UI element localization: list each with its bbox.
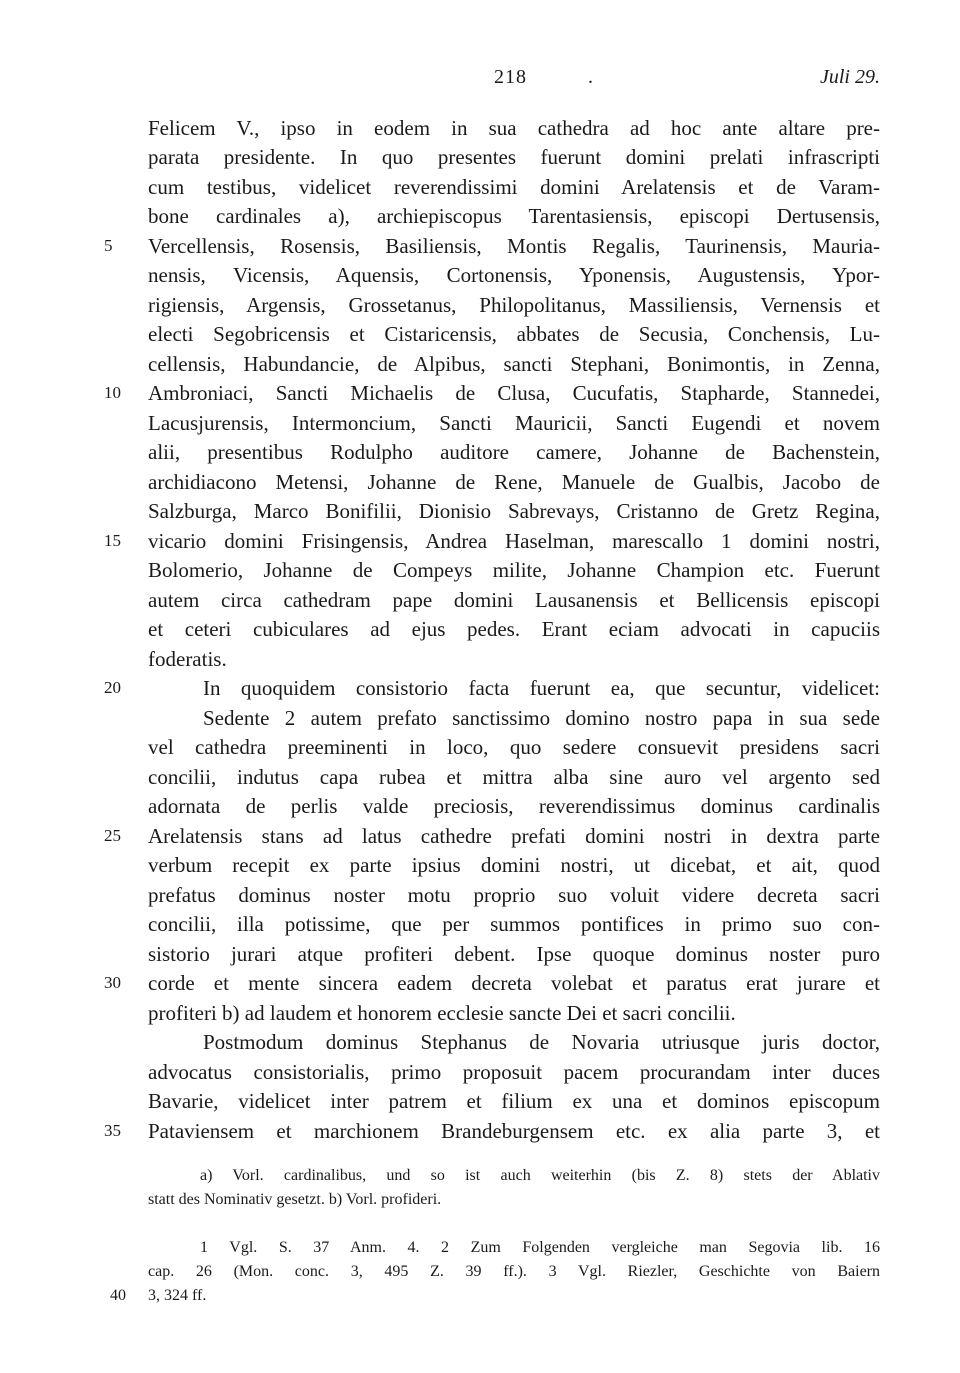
text-line: vel cathedra preeminenti in loco, quo sedere consuevit presidens sacri: [148, 735, 880, 759]
text-line: Ambroniaci, Sancti Michaelis de Clusa, Cucufatis, Stapharde, Stannedei,: [148, 381, 880, 405]
header-date: Juli 29.: [820, 66, 880, 88]
text-line: electi Segobricensis et Cistaricensis, abbates de Secusia, Conchensis, Lu-: [148, 322, 880, 346]
line-number: 20: [104, 678, 121, 697]
text-line: verbum recepit ex parte ipsius domini nostri, ut dicebat, et ait, quod: [148, 853, 880, 877]
footnote-line: a) Vorl. cardinalibus, und so ist auch weiterhin (bis Z. 8) stets der Ablativ: [200, 1167, 880, 1184]
text-line: Salzburga, Marco Bonifilii, Dionisio Sabrevays, Cristanno de Gretz Regina,: [148, 499, 880, 523]
text-line: autem circa cathedram pape domini Lausanensis et Bellicensis episcopi: [148, 588, 880, 612]
page-number: 218: [494, 66, 527, 88]
text-line: Vercellensis, Rosensis, Basiliensis, Montis Regalis, Taurinensis, Mauria-: [148, 234, 880, 258]
text-line: archidiacono Metensi, Johanne de Rene, Manuele de Gualbis, Jacobo de: [148, 470, 880, 494]
footnote-line: cap. 26 (Mon. conc. 3, 495 Z. 39 ff.). 3 Vgl. Riezler, Geschichte von Baiern: [148, 1263, 880, 1280]
footnote-line: 1 Vgl. S. 37 Anm. 4. 2 Zum Folgenden vergleiche man Segovia lib. 16: [200, 1239, 880, 1256]
text-line: parata presidente. In quo presentes fuerunt domini prelati infrascripti: [148, 145, 880, 169]
line-number: 15: [104, 531, 121, 550]
line-number: 5: [104, 236, 113, 255]
text-line: Pataviensem et marchionem Brandeburgensem etc. ex alia parte 3, et: [148, 1119, 880, 1143]
text-line: alii, presentibus Rodulpho auditore camere, Johanne de Bachenstein,: [148, 440, 880, 464]
text-line: advocatus consistorialis, primo proposuit pacem procurandam inter duces: [148, 1060, 880, 1084]
footnote-line-number: 40: [110, 1287, 126, 1304]
text-line: sistorio jurari atque profiteri debent. Ipse quoque dominus noster puro: [148, 942, 880, 966]
text-line: concilii, illa potissime, que per summos pontifices in primo suo con-: [148, 912, 880, 936]
text-line: In quoquidem consistorio facta fuerunt ea, que secuntur, videlicet:: [203, 676, 880, 700]
text-line: et ceteri cubiculares ad ejus pedes. Erant eciam advocati in capuciis: [148, 617, 880, 641]
text-line: bone cardinales a), archiepiscopus Tarentasiensis, episcopi Dertusensis,: [148, 204, 880, 228]
text-line: foderatis.: [148, 647, 227, 671]
line-number: 35: [104, 1121, 121, 1140]
text-line: profiteri b) ad laudem et honorem ecclesie sancte Dei et sacri concilii.: [148, 1001, 736, 1025]
footnote-line: statt des Nominativ gesetzt. b) Vorl. profideri.: [148, 1191, 442, 1208]
line-number: 25: [104, 826, 121, 845]
text-line: rigiensis, Argensis, Grossetanus, Philopolitanus, Massiliensis, Vernensis et: [148, 293, 880, 317]
text-line: Bolomerio, Johanne de Compeys milite, Johanne Champion etc. Fuerunt: [148, 558, 880, 582]
line-number: 10: [104, 383, 121, 402]
text-line: Bavarie, videlicet inter patrem et filium ex una et dominos episcopum: [148, 1089, 880, 1113]
text-line: concilii, indutus capa rubea et mittra alba sine auro vel argento sed: [148, 765, 880, 789]
footnote-line: 3, 324 ff.: [148, 1287, 207, 1304]
text-line: cellensis, Habundancie, de Alpibus, sancti Stephani, Bonimontis, in Zenna,: [148, 352, 880, 376]
text-line: Postmodum dominus Stephanus de Novaria utriusque juris doctor,: [203, 1030, 880, 1054]
text-line: nensis, Vicensis, Aquensis, Cortonensis, Yponensis, Augustensis, Ypor-: [148, 263, 880, 287]
text-line: adornata de perlis valde preciosis, reverendissimus dominus cardinalis: [148, 794, 880, 818]
text-line: vicario domini Frisingensis, Andrea Haselman, marescallo 1 domini nostri,: [148, 529, 880, 553]
text-line: Sedente 2 autem prefato sanctissimo domino nostro papa in sua sede: [203, 706, 880, 730]
header-dot: .: [588, 66, 593, 88]
line-number: 30: [104, 973, 121, 992]
text-line: Lacusjurensis, Intermoncium, Sancti Mauricii, Sancti Eugendi et novem: [148, 411, 880, 435]
text-line: Felicem V., ipso in eodem in sua cathedra ad hoc ante altare pre-: [148, 116, 880, 140]
page-header: [0, 66, 960, 96]
text-line: prefatus dominus noster motu proprio suo voluit videre decreta sacri: [148, 883, 880, 907]
text-line: Arelatensis stans ad latus cathedre prefati domini nostri in dextra parte: [148, 824, 880, 848]
text-line: cum testibus, videlicet reverendissimi domini Arelatensis et de Varam-: [148, 175, 880, 199]
text-line: corde et mente sincera eadem decreta volebat et paratus erat jurare et: [148, 971, 880, 995]
